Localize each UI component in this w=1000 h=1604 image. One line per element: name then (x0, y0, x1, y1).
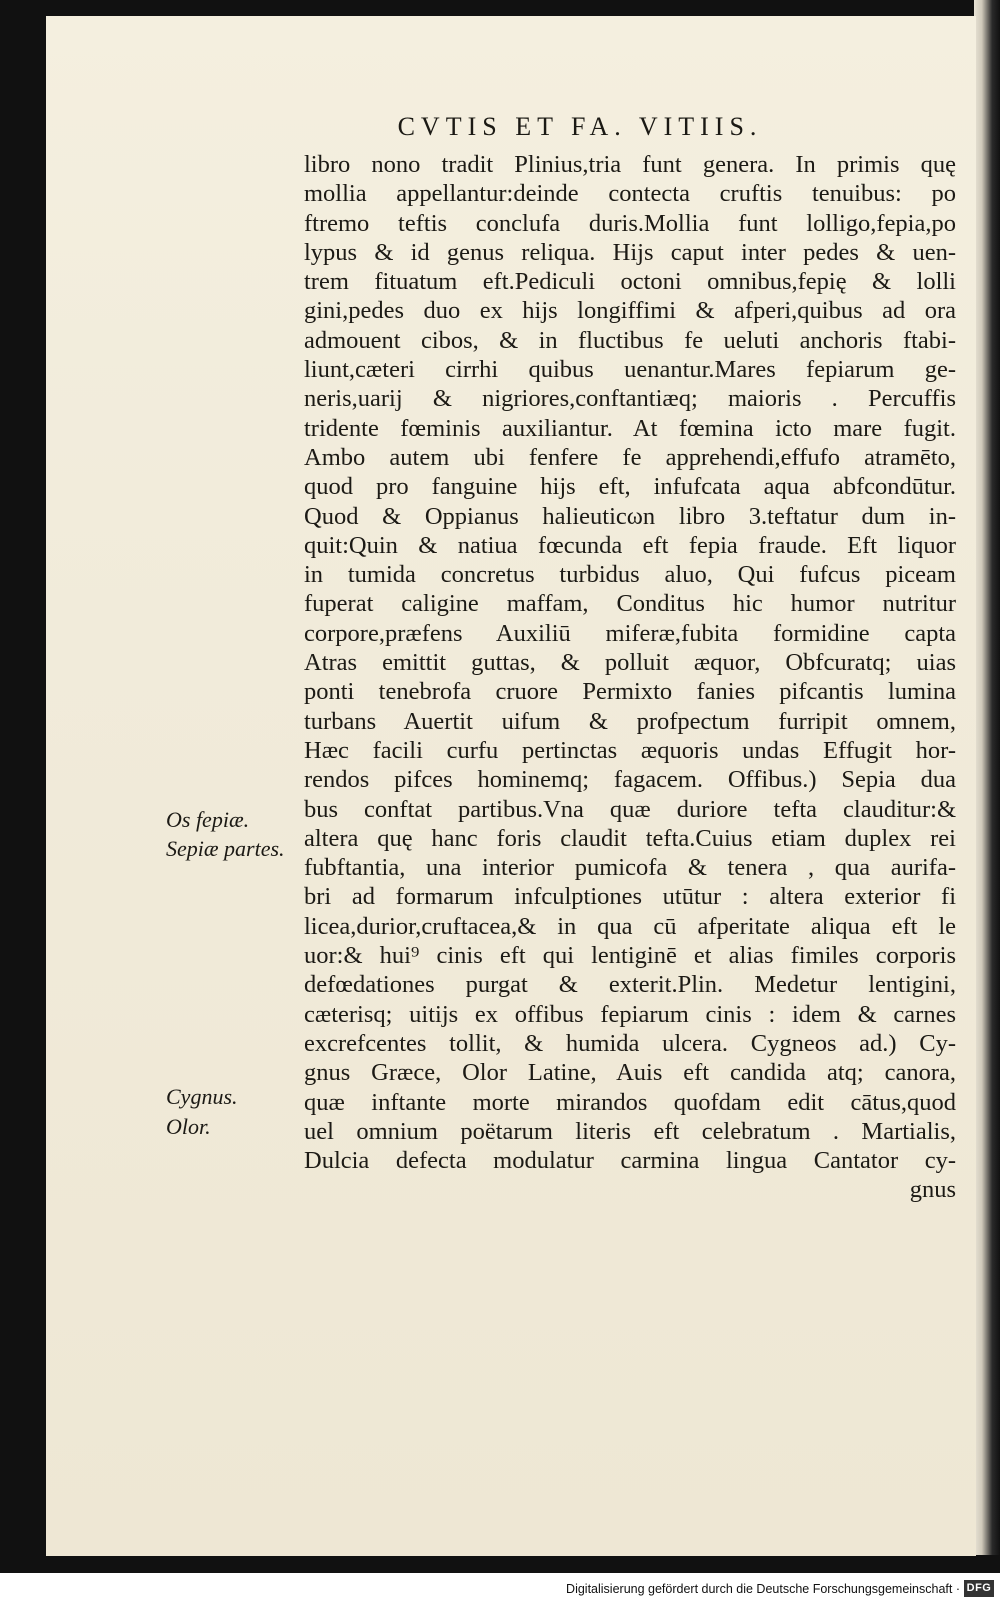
text-line: lypus & id genus reliqua. Hijs caput inter pedes & uen- (304, 238, 956, 266)
text-line: Ambo autem ubi fenfere fe apprehendi,effufo atramēto, (304, 443, 956, 471)
running-head: CVTIS ET FA. VITIIS. (397, 112, 763, 141)
text-line: liunt,cæteri cirrhi quibus uenantur.Mares fepiarum ge- (304, 356, 956, 384)
text-line: neris,uarij & nigriores,conftantiæq; maioris . Percuffis (304, 385, 956, 413)
marginal-note-cygnus: Cygnus. (166, 1084, 238, 1109)
marginal-note-os-sepiae: Os fepiæ. (166, 807, 250, 832)
text-line: tridente fœminis auxiliantur. At fœmina icto mare fugit. (304, 414, 956, 442)
text-line: fubftantia, una interior pumicofa & tenera , qua aurifa- (304, 854, 956, 882)
text-line: Hæc facili curfu pertinctas æquoris undas Effugit hor- (304, 736, 956, 764)
text-line: uor:& hui⁹ cinis eft qui lentiginē et alias fimiles corporis (304, 942, 956, 970)
text-line: mollia appellantur:deinde contecta cruftis tenuibus: po (304, 180, 956, 208)
dfg-logo: DFG (964, 1580, 994, 1597)
text-line: trem fituatum eft.Pediculi octoni omnibus,fepię & lolli (304, 268, 956, 296)
text-line: in tumida concretus turbidus aluo, Qui fufcus piceam (304, 561, 956, 589)
text-line: ftremo teftis conclufa duris.Mollia funt lolligo,fepia,po (304, 209, 956, 237)
text-line: defœdationes purgat & exterit.Plin. Medetur lentigini, (304, 971, 956, 999)
text-line: corpore,præfens Auxiliū miferæ,fubita formidine capta (304, 619, 956, 647)
text-line: licea,durior,cruftacea,& in qua cū afperitate aliqua eft le (304, 912, 956, 940)
text-line: admouent cibos, & in fluctibus fe ueluti anchoris ftabi- (304, 326, 956, 354)
footer-credit: Digitalisierung gefördert durch die Deutsche Forschungsgemeinschaft · (566, 1582, 960, 1596)
text-line: quod pro fanguine hijs eft, infufcata aqua abfcondūtur. (304, 473, 956, 501)
text-line: bus conftat partibus.Vna quæ duriore tefta clauditur:& (304, 795, 956, 823)
text-line: ponti tenebrofa cruore Permixto fanies pifcantis lumina (304, 678, 956, 706)
text-line: altera quę hanc foris claudit tefta.Cuius etiam duplex rei (304, 824, 956, 852)
marginal-note-olor: Olor. (166, 1114, 211, 1139)
text-line: rendos pifces hominemq; fagacem. Offibus.) Sepia dua (304, 766, 956, 794)
text-line: gini,pedes duo ex hijs longiffimi & afperi,quibus ad ora (304, 297, 956, 325)
marginal-note-sepiae-partes: Sepiæ partes. (166, 836, 285, 861)
text-line: uel omnium poëtarum literis eft celebratum . Martialis, (304, 1117, 956, 1145)
scan-border-bottom (0, 1555, 1000, 1573)
text-line: Dulcia defecta modulatur carmina lingua Cantator cy- (304, 1147, 956, 1175)
text-line: gnus Græce, Olor Latine, Auis eft candida atq; canora, (304, 1059, 956, 1087)
main-text-block (304, 150, 956, 1205)
scan-border-right (974, 0, 1000, 1570)
scan-border-left (0, 0, 46, 1570)
text-line: cæterisq; uitijs ex offibus fepiarum cinis : idem & carnes (304, 1000, 956, 1028)
scan-border-top (0, 0, 1000, 16)
text-line: quit:Quin & natiua fœcunda eft fepia fraude. Eft liquor (304, 531, 956, 559)
text-line: gnus (909, 1176, 956, 1204)
text-line: turbans Auertit uifum & profpectum furripit omnem, (304, 707, 956, 735)
text-line: Atras emittit guttas, & polluit æquor, Obfcuratq; uias (304, 649, 956, 677)
text-line: fuperat caligine maffam, Conditus hic humor nutritur (304, 590, 956, 618)
text-line: excrefcentes tollit, & humida ulcera. Cygneos ad.) Cy- (304, 1029, 956, 1057)
text-line: quæ inftante morte mirandos quofdam edit cātus,quod (304, 1088, 956, 1116)
text-line: libro nono tradit Plinius,tria funt genera. In primis quę (304, 151, 956, 178)
text-line: bri ad formarum infculptiones utūtur : altera exterior fi (304, 883, 956, 911)
text-line: Quod & Oppianus halieuticωn libro 3.teftatur dum in- (304, 502, 956, 530)
